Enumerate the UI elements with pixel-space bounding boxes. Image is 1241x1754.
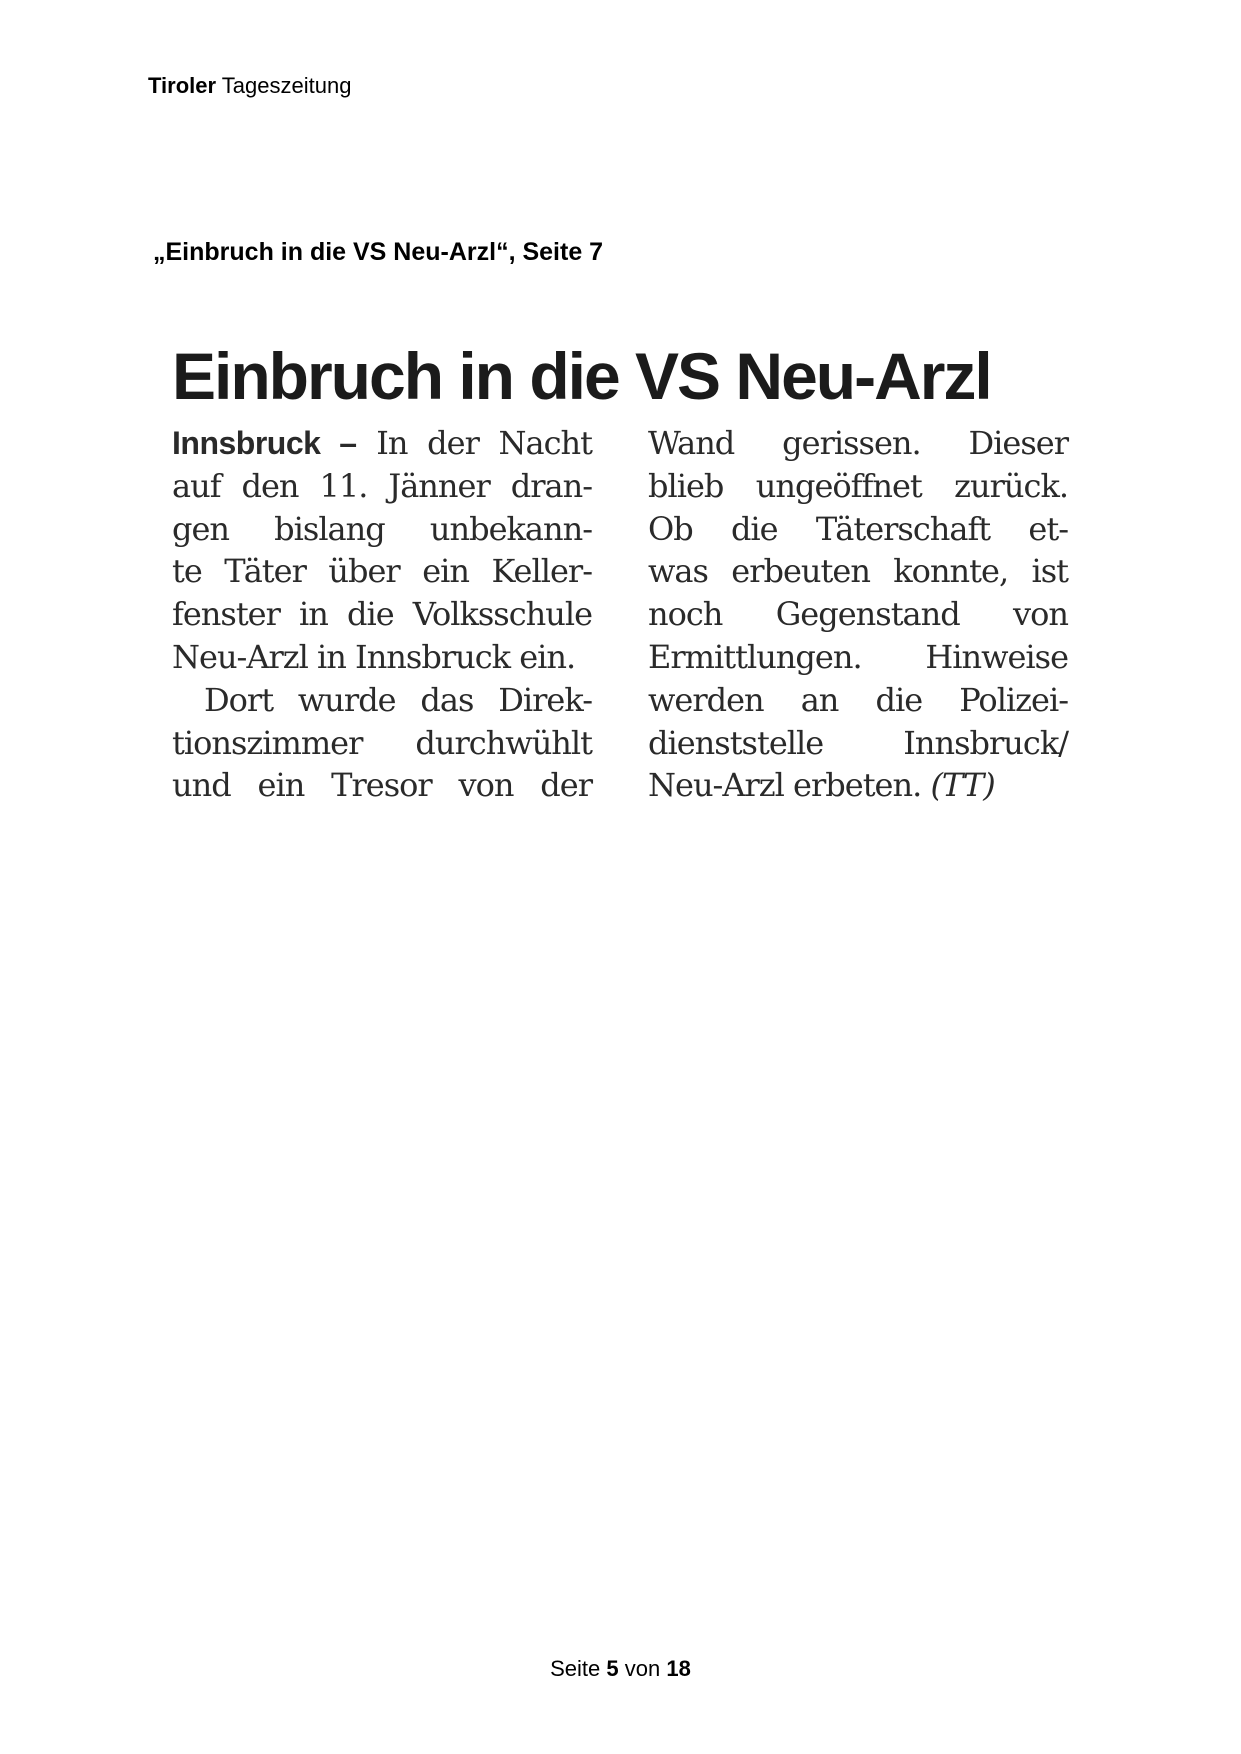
article-dateline: Innsbruck –	[172, 425, 357, 461]
publication-name	[148, 72, 351, 100]
article-headline: Einbruch in die VS Neu-Arzl	[172, 339, 991, 413]
article-line: te Täter über ein Keller-	[172, 552, 592, 591]
article-line: Ermittlungen. Hinweise	[648, 637, 1068, 676]
article-line: Wand gerissen. Dieser	[648, 424, 1068, 462]
article-line: Neu-Arzl in Innsbruck ein.	[172, 637, 576, 676]
article-line: Innsbruck – In der Nacht	[172, 424, 592, 462]
article-line: Neu-Arzl erbeten. (TT)	[648, 766, 995, 805]
article-line: was erbeuten konnte, ist	[648, 552, 1068, 591]
article-line: auf den 11. Jänner dran-	[172, 466, 592, 505]
publication-name-regular: Tageszeitung	[221, 73, 352, 98]
page-number: Seite 5 von 18	[550, 1656, 691, 1681]
current-page-number: 5	[606, 1656, 619, 1681]
clip-caption: „Einbruch in die VS Neu-Arzl“, Seite 7	[153, 238, 604, 266]
publication-name-bold: Tiroler	[148, 73, 217, 98]
article-line: werden an die Polizei-	[648, 680, 1068, 719]
article-line: Ob die Täterschaft et-	[648, 509, 1068, 548]
total-page-count: 18	[666, 1656, 691, 1681]
article-line: tionszimmer durchwühlt	[172, 723, 592, 762]
article-line: gen bislang unbekann-	[172, 509, 592, 548]
article-line: dienststelle Innsbruck/	[648, 723, 1068, 762]
article-body	[172, 422, 1072, 805]
article-line: noch Gegenstand von	[648, 595, 1068, 634]
article-line: Dort wurde das Direk-	[204, 680, 592, 719]
article-column-left	[172, 422, 592, 807]
article-credit: (TT)	[930, 766, 995, 805]
article-line: blieb ungeöffnet zurück.	[648, 466, 1068, 505]
article-line: fenster in die Volksschule	[172, 595, 592, 634]
article-clipping	[172, 336, 1072, 805]
article-line: und ein Tresor von der	[172, 766, 592, 805]
article-column-right	[648, 422, 1068, 807]
